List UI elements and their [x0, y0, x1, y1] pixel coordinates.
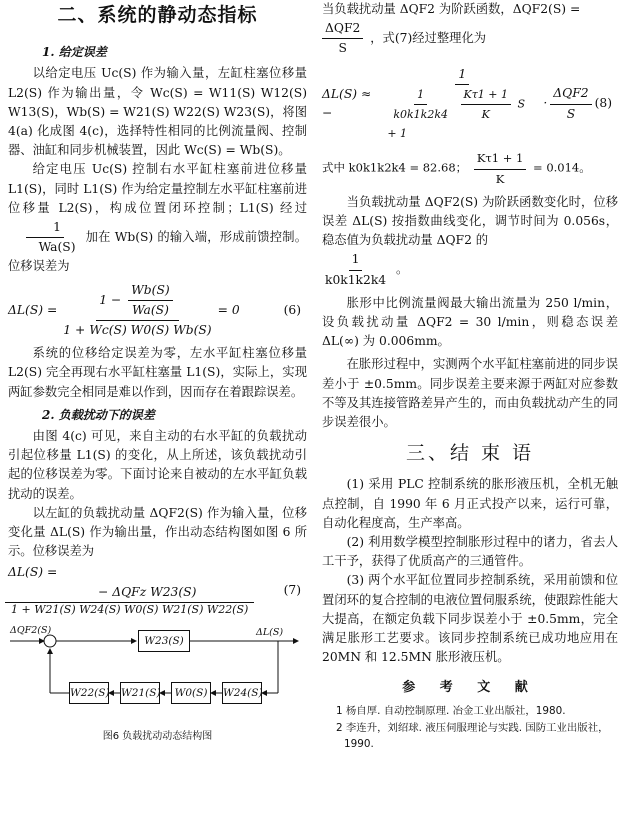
text: 。 [396, 262, 409, 277]
paragraph: 当负载扰动量 ΔQF2(S) 为阶跃函数变化时，位移误差 ΔL(S) 按指数曲线变化，调节时间为 0.056s，稳态值为负载扰动量 ΔQF2 的 [322, 194, 618, 248]
equation-7 [8, 563, 307, 616]
references-title: 参 考 文 献 [402, 679, 538, 695]
equation-term: S + 1 [387, 97, 526, 141]
equation-term: − ΔQFz W23(S) [98, 584, 197, 599]
paragraph [8, 160, 307, 276]
diagram-output-label: ΔL(S) [256, 626, 284, 638]
section-title-2: 二、系统的静动态指标 [57, 4, 258, 26]
text: 加在 Wb(S) 的输入端，形成前馈控制。位移误差为 [8, 230, 307, 274]
paragraph: 以左缸的负载扰动量 ΔQF2(S) 作为输入量，位移变化量 ΔL(S) 作为输出量，作出动态结构图如图 6 所示。位移误差为 [8, 505, 307, 559]
paragraph: 系统的位移给定误差为零，左水平缸柱塞位移量 L2(S) 完全再现右水平缸柱塞量 L1(S)，实际上，实现两缸参数完全相同是难以作到，因而存在着跟踪误差。 [8, 346, 307, 399]
subsection-load-disturbance: 2. 负载扰动下的误差 [42, 407, 155, 422]
inner-numerator: 1 [414, 85, 427, 105]
text: = 0.014。 [533, 161, 591, 176]
fraction [322, 19, 363, 58]
section-title-3: 三、结 束 语 [405, 442, 535, 465]
equation-fraction [60, 281, 214, 341]
fraction-numerator: 1 [26, 218, 64, 238]
equation-numerator: 1 [455, 65, 469, 85]
block-diagram [8, 621, 307, 725]
equation-fraction [8, 563, 251, 616]
equation-rhs: = 0 [217, 302, 240, 317]
equation-denominator: 1 + Wc(S) W0(S) Wb(S) [63, 323, 212, 338]
inner-denominator: K [481, 108, 490, 122]
fraction-numerator: ΔQF2 [550, 84, 591, 104]
subsection-given-error: 1. 给定误差 [42, 45, 107, 60]
equation-denominator [384, 85, 540, 144]
fraction [550, 84, 591, 123]
equation-number: (6) [283, 302, 301, 317]
inner-numerator: Wb(S) [128, 281, 173, 301]
diagram-input-label: ΔQF2(S) [10, 624, 52, 636]
equation-numerator [5, 563, 254, 602]
paragraph [322, 0, 618, 19]
equation-term: 1 − [99, 292, 122, 307]
fraction-denominator: S [338, 41, 347, 56]
paragraph: 以给定电压 Uc(S) 作为输入量，左缸柱塞位移量 L2(S) 作为输出量，令 Wc(S) = W11(S) W12(S) W13(S)，Wb(S) = W21(S) W22(S) W23(S)，将图 4(a) 化成图 4(c)，选择特性相同的比例流量阀、控制器、油缸和同步机械装置，因此 Wc(S) = Wb(S)。 [8, 66, 307, 158]
block-w24: W24(S) [222, 682, 262, 704]
fraction-denominator: k0k1k2k4 [325, 272, 387, 287]
equation-numerator [96, 281, 179, 321]
equation-denominator: 1 + W21(S) W24(S) W0(S) W21(S) W22(S) [11, 602, 249, 616]
inner-fraction [128, 281, 173, 320]
equation-operator: · [543, 96, 548, 111]
block-w22: W22(S) [69, 682, 109, 704]
inner-denominator: k0k1k2k4 [393, 108, 448, 122]
conclusion-item: (3) 两个水平缸位置同步控制系统，采用前馈和位置闭环的复合控制的电液位置伺服系统，使跟踪性能大大提高，在额定负载下同步误差小于 ±0.5mm，完全满足胀形工艺要求。该同步控制系统已成功地应用在 20MN 和 12.5MN 胀形液压机。 [322, 573, 618, 665]
text: 式中 k0k1k2k4 = 82.68； [322, 161, 468, 176]
equation-lhs: ΔL(S) ≈ − [322, 86, 372, 121]
right-column [322, 0, 618, 753]
fraction-numerator: Kτ1 + 1 [474, 149, 527, 169]
conclusion-item: (1) 采用 PLC 控制系统的胀形液压机，全机无触点控制，自 1990 年 6 月正式投产以来，运行可靠，自动化程度高，生产率高。 [322, 477, 618, 530]
block-w0: W0(S) [171, 682, 211, 704]
paragraph [322, 19, 618, 58]
equation-lhs: ΔL(S) = [8, 302, 58, 317]
inner-numerator: Kτ1 + 1 [461, 85, 512, 105]
fraction [474, 149, 527, 188]
equation-number: (8) [594, 96, 612, 111]
conclusion-item: (2) 利用数学模型控制胀形过程中的诸力，省去人工干予，获得了优质高产的三通管件。 [322, 535, 618, 569]
figure-caption: 图6 负载扰动动态结构图 [102, 730, 213, 742]
paragraph [322, 149, 618, 188]
equation-number: (7) [283, 582, 301, 597]
inner-fraction [390, 85, 451, 124]
left-column [8, 0, 307, 746]
fraction-denominator: S [566, 106, 576, 121]
fraction-numerator: 1 [349, 250, 363, 270]
text: 给定电压 Uc(S) 控制右水平缸柱塞前进位移量 L1(S)，同时 L1(S) 作为给定量控制左水平缸柱塞前进位移量 L2(S)，构成位置闭环控制；L1(S) 经过 [8, 162, 307, 215]
fraction-numerator: ΔQF2 [322, 19, 363, 39]
fraction-denominator: Wa(S) [38, 240, 76, 255]
reference-item: 1 杨自厚. 自动控制原理. 冶金工业出版社，1980. [336, 704, 566, 717]
fraction [11, 218, 79, 257]
paragraph: 由图 4(c) 可见，来自主动的右水平缸的负载扰动引起位移量 L1(S) 的变化，从上所述，该负载扰动引起的位移误差为零。下面讨论来自被动的左水平缸负载扰动的误差。 [8, 429, 307, 501]
block-w21: W21(S) [120, 682, 160, 704]
paragraph: 胀形中比例流量阀最大输出流量为 250 l/min，设负载扰动量 ΔQF2 = 30 l/min，则稳态误差 ΔL(∞) 为 0.006mm。 [322, 295, 618, 349]
block-w23: W23(S) [138, 630, 190, 652]
reference-item: 2 李连升，刘绍球. 液压伺服理论与实践. 国防工业出版社，1990. [336, 721, 609, 750]
paragraph [322, 250, 618, 289]
text: ，式(7)经过整理化为 [370, 31, 487, 46]
inner-fraction [461, 85, 512, 124]
equation-8 [322, 65, 618, 144]
inner-denominator: Wa(S) [131, 302, 169, 317]
fraction [322, 250, 389, 289]
equation-fraction [384, 65, 540, 144]
paragraph: 在胀形过程中，实测两个水平缸柱塞前进的同步误差小于 ±0.5mm。同步误差主要来源于两缸对应参数不等及其连接管路差异产生的，而由负载扰动产生的同步误差很小。 [322, 357, 618, 430]
text: 当负载扰动量 ΔQF2 为阶跃函数，ΔQF2(S) = [322, 2, 581, 16]
fraction-denominator: K [495, 171, 505, 186]
equation-6 [8, 281, 307, 341]
equation-lhs: ΔL(S) = [8, 565, 58, 580]
